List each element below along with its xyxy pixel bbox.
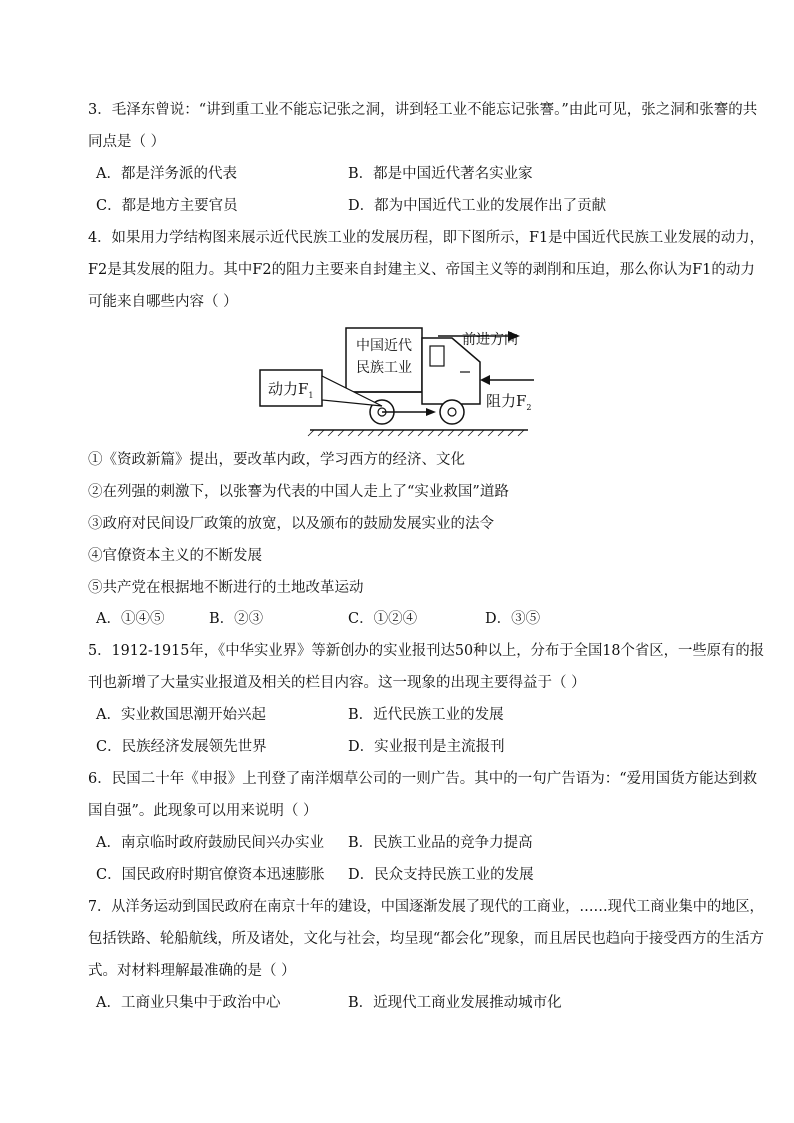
- q6-stem-line2: 国自强”。此现象可以用来说明（ ）: [88, 803, 318, 819]
- q3-stem-line1: 3．毛泽东曾说：“讲到重工业不能忘记张之洞，讲到轻工业不能忘记张謇。”由此可见，张之洞和张謇的共: [88, 102, 758, 118]
- direction-label: 前进方向: [462, 332, 518, 348]
- q7-option-b[interactable]: B．近现代工商业发展推动城市化: [348, 995, 562, 1011]
- q5-option-a[interactable]: A．实业救国思潮开始兴起: [96, 707, 266, 723]
- q4-item-1: ①《资政新篇》提出，要改革内政，学习西方的经济、文化: [88, 452, 465, 468]
- q4-option-c[interactable]: C．①②④: [348, 611, 418, 627]
- q7-stem-line2: 包括铁路、轮船航线，所及诸处，文化与社会，均呈现“都会化”现象，而且居民也趋向于接受西方的生活方: [88, 931, 764, 947]
- cab-window: [430, 346, 444, 366]
- q6-stem-line1: 6．民国二十年《申报》上刊登了南洋烟草公司的一则广告。其中的一句广告语为：“爱用国货方能达到救: [88, 771, 758, 787]
- q4-option-d[interactable]: D．③⑤: [485, 611, 541, 627]
- q4-item-3: ③政府对民间设厂政策的放宽，以及颁布的鼓励发展实业的法令: [88, 516, 494, 532]
- q6-option-a[interactable]: A．南京临时政府鼓励民间兴办实业: [96, 835, 324, 851]
- q3-option-b[interactable]: B．都是中国近代著名实业家: [348, 166, 533, 182]
- box-label-line1: 中国近代: [356, 338, 412, 354]
- ground-hatching: [308, 430, 524, 436]
- force2-label: 阻力$F_2$: [486, 392, 532, 412]
- q3-stem-line2: 同点是（ ）: [88, 134, 166, 150]
- q5-option-c[interactable]: C．民族经济发展领先世界: [96, 739, 267, 755]
- q6-option-b[interactable]: B．民族工业品的竞争力提高: [348, 835, 533, 851]
- q7-stem-line1: 7．从洋务运动到国民政府在南京十年的建设，中国逐渐发展了现代的工商业，……现代工商业集中的地区，: [88, 899, 764, 915]
- force1-label: 动力$F_1$: [268, 380, 314, 400]
- force-diagram: [258, 322, 538, 438]
- q4-option-b[interactable]: B．②③: [209, 611, 264, 627]
- q5-stem-line1: 5．1912-1915年，《中华实业界》等新创办的实业报刊达50种以上，分布于全国18个省区，一些原有的报: [88, 643, 765, 659]
- q4-stem-line2: F2是其发展的阻力。其中F2的阻力主要来自封建主义、帝国主义等的剥削和压迫，那么你认为F1的动力: [88, 262, 755, 278]
- q4-item-4: ④官僚资本主义的不断发展: [88, 548, 262, 564]
- q4-item-2: ②在列强的刺激下，以张謇为代表的中国人走上了“实业救国”道路: [88, 484, 509, 500]
- box-label-line2: 民族工业: [356, 360, 412, 376]
- front-wheel-hub: [448, 408, 456, 416]
- q4-stem-line3: 可能来自哪些内容（ ）: [88, 294, 238, 310]
- q4-item-5: ⑤共产党在根据地不断进行的土地改革运动: [88, 580, 364, 596]
- q5-option-d[interactable]: D．实业报刊是主流报刊: [348, 739, 505, 755]
- q4-stem-line1: 4．如果用力学结构图来展示近代民族工业的发展历程，即下图所示，F1是中国近代民族工业发展的动力，: [88, 230, 765, 246]
- q7-stem-line3: 式。对材料理解最准确的是（ ）: [88, 963, 296, 979]
- q4-option-a[interactable]: A．①④⑤: [96, 611, 165, 627]
- q3-option-d[interactable]: D．都为中国近代工业的发展作出了贡献: [348, 198, 607, 214]
- q3-option-c[interactable]: C．都是地方主要官员: [96, 198, 238, 214]
- q7-option-a[interactable]: A．工商业只集中于政治中心: [96, 995, 281, 1011]
- q5-option-b[interactable]: B．近代民族工业的发展: [348, 707, 504, 723]
- force2-arrow-head: [480, 375, 490, 385]
- force1-arrow-head: [426, 408, 436, 416]
- q3-option-a[interactable]: A．都是洋务派的代表: [96, 166, 237, 182]
- force-diagram-svg: [258, 322, 538, 438]
- q6-option-d[interactable]: D．民众支持民族工业的发展: [348, 867, 534, 883]
- q6-option-c[interactable]: C．国民政府时期官僚资本迅速膨胀: [96, 867, 325, 883]
- q5-stem-line2: 刊也新增了大量实业报道及相关的栏目内容。这一现象的出现主要得益于（ ）: [88, 675, 586, 691]
